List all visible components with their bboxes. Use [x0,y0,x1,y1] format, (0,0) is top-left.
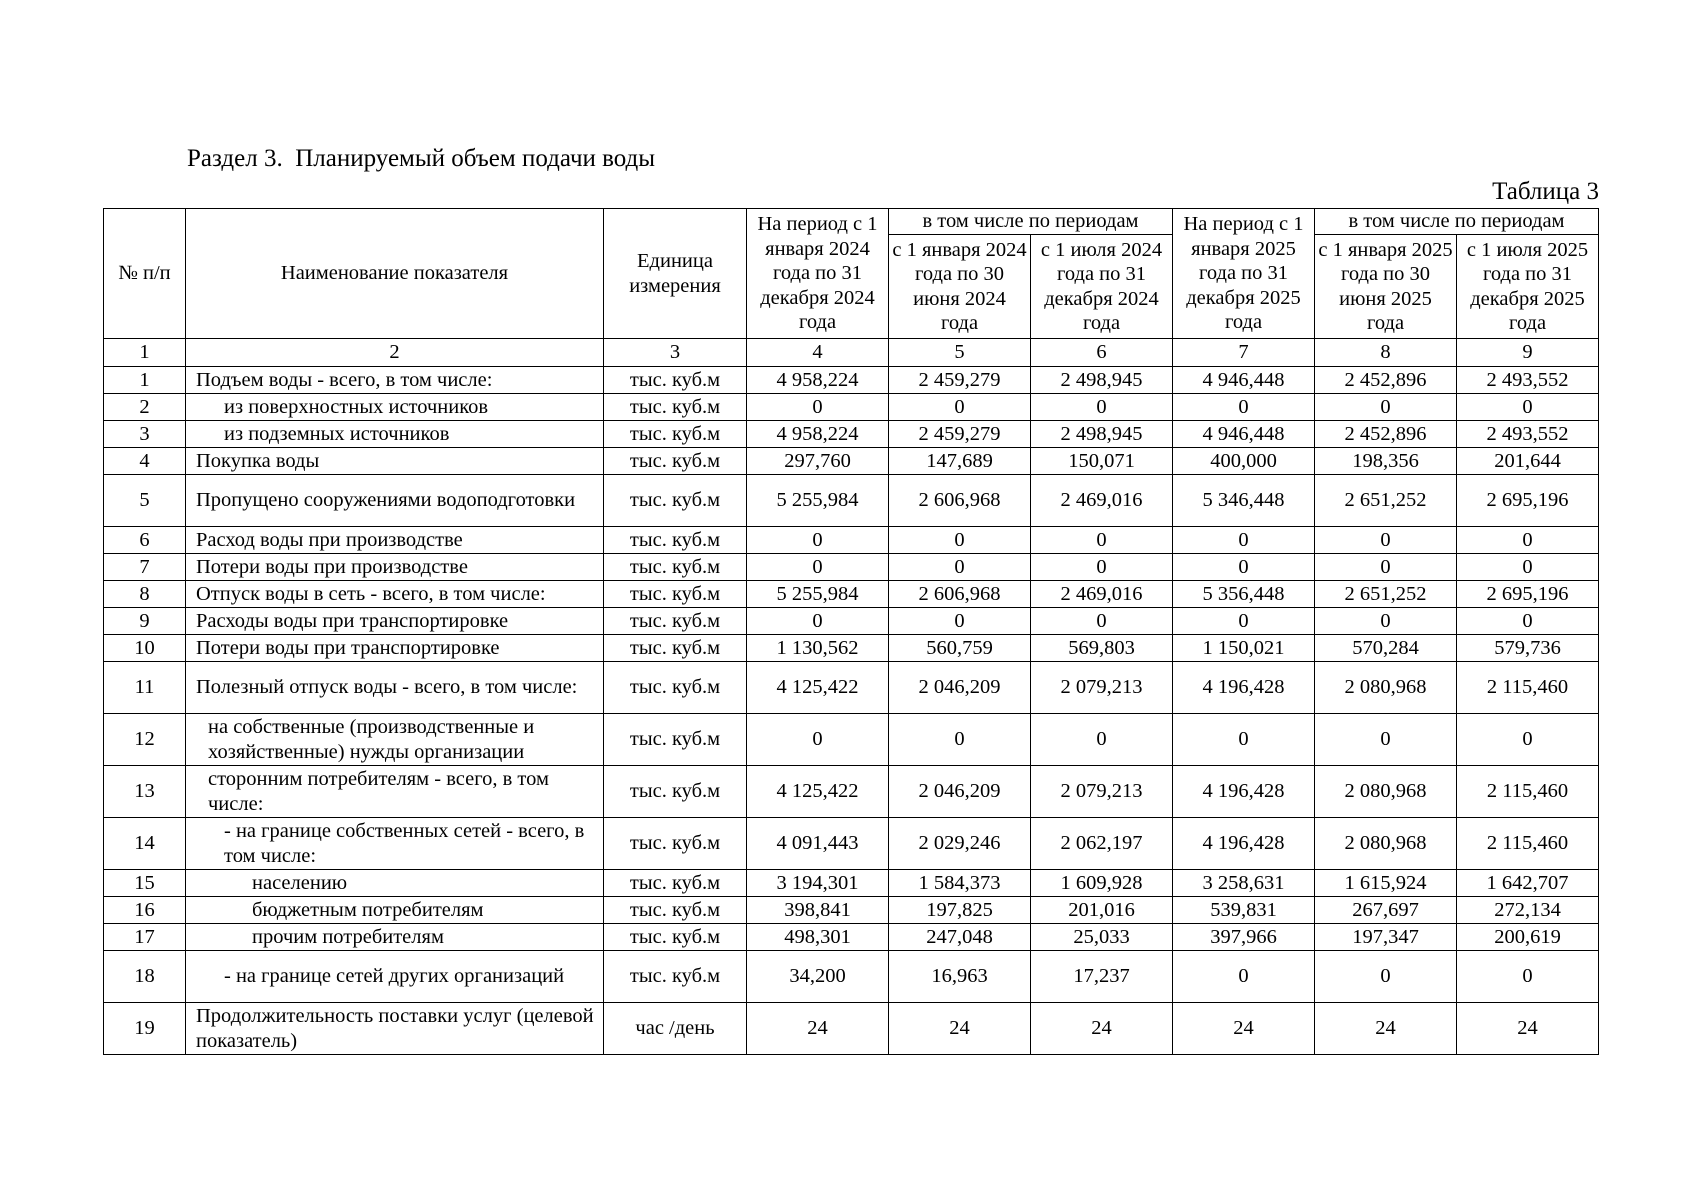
header-h2-2024: с 1 июля 2024 года по 31 декабря 2024 года [1031,235,1173,339]
row-value: 2 606,968 [889,581,1031,608]
row-value: 2 493,552 [1457,367,1599,394]
row-value: 2 695,196 [1457,581,1599,608]
header-h1-2025: с 1 января 2025 года по 30 июня 2025 года [1315,235,1457,339]
row-unit: тыс. куб.м [604,367,747,394]
row-value: 569,803 [1031,635,1173,662]
row-name: Расход воды при производстве [196,528,463,551]
table-row [104,766,1599,818]
row-name: населению [252,871,348,894]
row-value: 5 255,984 [747,475,889,527]
row-number: 6 [104,527,186,554]
row-value: 400,000 [1173,448,1315,475]
row-value: 0 [1315,394,1457,421]
row-unit: тыс. куб.м [604,766,747,818]
column-number: 9 [1457,339,1599,367]
row-value: 267,697 [1315,897,1457,924]
table-row [104,924,1599,951]
row-unit: тыс. куб.м [604,897,747,924]
row-value: 2 651,252 [1315,475,1457,527]
row-name-cell [186,818,604,870]
row-value: 2 606,968 [889,475,1031,527]
row-value: 2 079,213 [1031,766,1173,818]
row-value: 147,689 [889,448,1031,475]
row-value: 4 958,224 [747,421,889,448]
column-number: 4 [747,339,889,367]
row-value: 2 080,968 [1315,766,1457,818]
column-number: 7 [1173,339,1315,367]
header-num: № п/п [104,209,186,339]
table-row [104,818,1599,870]
row-value: 2 062,197 [1031,818,1173,870]
row-value: 1 584,373 [889,870,1031,897]
row-value: 2 046,209 [889,662,1031,714]
table-body [104,367,1599,1055]
row-number: 8 [104,581,186,608]
row-value: 0 [1173,527,1315,554]
section-title: Раздел 3. Планируемый объем подачи воды [187,145,656,172]
row-value: 24 [1173,1003,1315,1055]
row-name: Потери воды при транспортировке [196,636,500,659]
row-value: 272,134 [1457,897,1599,924]
row-value: 2 459,279 [889,367,1031,394]
row-name: Покупка воды [196,449,320,472]
row-name-cell [186,714,604,766]
table-caption: Таблица 3 [1492,178,1599,205]
column-number: 1 [104,339,186,367]
row-unit: тыс. куб.м [604,635,747,662]
row-value: 0 [747,714,889,766]
row-value: 24 [747,1003,889,1055]
row-value: 2 115,460 [1457,818,1599,870]
column-number: 2 [186,339,604,367]
row-number: 19 [104,1003,186,1055]
table-row [104,554,1599,581]
row-value: 4 125,422 [747,662,889,714]
row-value: 0 [747,394,889,421]
row-value: 2 651,252 [1315,581,1457,608]
row-unit: тыс. куб.м [604,924,747,951]
row-value: 2 029,246 [889,818,1031,870]
table-row [104,527,1599,554]
table-row [104,421,1599,448]
row-value: 570,284 [1315,635,1457,662]
row-name-cell [186,448,604,475]
row-value: 0 [1031,527,1173,554]
row-number: 15 [104,870,186,897]
row-value: 25,033 [1031,924,1173,951]
table-row [104,475,1599,527]
row-value: 1 615,924 [1315,870,1457,897]
row-name: Отпуск воды в сеть - всего, в том числе: [196,582,546,605]
row-value: 539,831 [1173,897,1315,924]
row-unit: тыс. куб.м [604,554,747,581]
row-value: 4 125,422 [747,766,889,818]
row-value: 0 [1315,554,1457,581]
row-name: - на границе собственных сетей - всего, в том числе: [224,819,585,867]
row-value: 0 [1315,951,1457,1003]
header-period-2024: На период с 1 января 2024 года по 31 декабря 2024 года [747,209,889,339]
row-name: Полезный отпуск воды - всего, в том числе: [196,676,578,698]
row-name-cell [186,475,604,527]
row-value: 5 255,984 [747,581,889,608]
row-value: 0 [889,608,1031,635]
row-value: 0 [1173,394,1315,421]
table-row [104,635,1599,662]
row-number: 18 [104,951,186,1003]
row-value: 0 [1031,714,1173,766]
row-name: на собственные (производственные и хозяйственные) нужды организации [208,715,535,763]
row-value: 247,048 [889,924,1031,951]
row-number: 5 [104,475,186,527]
row-unit: тыс. куб.м [604,421,747,448]
row-value: 17,237 [1031,951,1173,1003]
row-value: 2 498,945 [1031,367,1173,394]
row-name: Подъем воды - всего, в том числе: [196,368,493,391]
row-number: 12 [104,714,186,766]
row-value: 1 130,562 [747,635,889,662]
row-value: 2 469,016 [1031,581,1173,608]
row-value: 0 [1457,527,1599,554]
header-incl-2025: в том числе по периодам [1315,209,1599,235]
row-value: 0 [889,714,1031,766]
row-name-cell [186,527,604,554]
column-number: 3 [604,339,747,367]
row-value: 4 196,428 [1173,766,1315,818]
row-unit: тыс. куб.м [604,475,747,527]
row-value: 4 091,443 [747,818,889,870]
row-value: 0 [1031,554,1173,581]
row-value: 2 452,896 [1315,367,1457,394]
row-value: 2 115,460 [1457,766,1599,818]
row-name-cell [186,608,604,635]
row-number: 11 [104,662,186,714]
row-value: 0 [1173,554,1315,581]
row-number: 3 [104,421,186,448]
table-row [104,448,1599,475]
row-name: Расходы воды при транспортировке [196,609,509,632]
row-number: 14 [104,818,186,870]
row-value: 24 [1315,1003,1457,1055]
row-value: 2 079,213 [1031,662,1173,714]
row-unit: тыс. куб.м [604,394,747,421]
header-period-2025: На период с 1 января 2025 года по 31 декабря 2025 года [1173,209,1315,339]
row-value: 4 958,224 [747,367,889,394]
row-value: 2 046,209 [889,766,1031,818]
row-value: 2 469,016 [1031,475,1173,527]
row-value: 24 [1457,1003,1599,1055]
row-value: 560,759 [889,635,1031,662]
row-value: 0 [1031,394,1173,421]
row-name-cell [186,554,604,581]
row-name: - на границе сетей других организаций [224,965,565,987]
row-unit: час /день [604,1003,747,1055]
row-name: бюджетным потребителям [252,898,484,921]
row-unit: тыс. куб.м [604,818,747,870]
row-unit: тыс. куб.м [604,714,747,766]
row-unit: тыс. куб.м [604,581,747,608]
column-number-row [104,339,1599,367]
water-supply-table [103,208,1599,1055]
row-unit: тыс. куб.м [604,951,747,1003]
row-value: 5 346,448 [1173,475,1315,527]
table-row [104,714,1599,766]
row-name: прочим потребителям [252,925,444,948]
row-value: 16,963 [889,951,1031,1003]
row-value: 297,760 [747,448,889,475]
row-value: 0 [1457,554,1599,581]
row-unit: тыс. куб.м [604,608,747,635]
row-value: 4 196,428 [1173,662,1315,714]
row-value: 24 [1031,1003,1173,1055]
row-value: 0 [1457,608,1599,635]
row-value: 4 946,448 [1173,421,1315,448]
row-value: 0 [889,527,1031,554]
row-value: 2 498,945 [1031,421,1173,448]
row-name-cell [186,581,604,608]
row-value: 0 [1457,951,1599,1003]
row-value: 24 [889,1003,1031,1055]
row-value: 0 [1315,714,1457,766]
header-incl-2024: в том числе по периодам [889,209,1173,235]
row-name-cell [186,394,604,421]
table-row [104,581,1599,608]
header-h2-2025: с 1 июля 2025 года по 31 декабря 2025 года [1457,235,1599,339]
row-value: 201,644 [1457,448,1599,475]
row-name-cell [186,421,604,448]
row-name-cell [186,897,604,924]
row-number: 16 [104,897,186,924]
column-number: 5 [889,339,1031,367]
row-value: 2 080,968 [1315,662,1457,714]
row-value: 0 [1457,394,1599,421]
row-value: 0 [1457,714,1599,766]
row-name-cell [186,951,604,1003]
row-value: 2 452,896 [1315,421,1457,448]
row-value: 2 459,279 [889,421,1031,448]
row-value: 397,966 [1173,924,1315,951]
row-value: 1 150,021 [1173,635,1315,662]
row-value: 197,347 [1315,924,1457,951]
row-unit: тыс. куб.м [604,870,747,897]
table-row [104,1003,1599,1055]
row-value: 2 080,968 [1315,818,1457,870]
row-name: Продолжительность поставки услуг (целевой показатель) [196,1004,594,1052]
row-value: 579,736 [1457,635,1599,662]
table-row [104,394,1599,421]
row-value: 498,301 [747,924,889,951]
row-name: Потери воды при производстве [196,555,468,578]
row-value: 201,016 [1031,897,1173,924]
row-value: 0 [1173,951,1315,1003]
row-value: 0 [747,554,889,581]
row-value: 197,825 [889,897,1031,924]
row-number: 7 [104,554,186,581]
row-number: 2 [104,394,186,421]
row-value: 200,619 [1457,924,1599,951]
row-name-cell [186,924,604,951]
table-row [104,951,1599,1003]
row-value: 2 493,552 [1457,421,1599,448]
column-number: 6 [1031,339,1173,367]
row-number: 9 [104,608,186,635]
row-value: 0 [889,394,1031,421]
row-value: 0 [889,554,1031,581]
row-value: 2 695,196 [1457,475,1599,527]
row-unit: тыс. куб.м [604,527,747,554]
row-name: Пропущено сооружениями водоподготовки [196,489,576,511]
row-value: 1 642,707 [1457,870,1599,897]
row-number: 13 [104,766,186,818]
row-value: 3 258,631 [1173,870,1315,897]
row-value: 4 946,448 [1173,367,1315,394]
row-value: 4 196,428 [1173,818,1315,870]
row-value: 2 115,460 [1457,662,1599,714]
table-row [104,608,1599,635]
table-row [104,870,1599,897]
row-name-cell [186,1003,604,1055]
row-number: 1 [104,367,186,394]
row-name: из поверхностных источников [224,395,489,418]
row-value: 398,841 [747,897,889,924]
row-value: 0 [1315,608,1457,635]
row-name: сторонним потребителям - всего, в том числе: [208,767,549,815]
table-row [104,662,1599,714]
column-number: 8 [1315,339,1457,367]
table-row [104,897,1599,924]
row-value: 0 [1173,714,1315,766]
row-name-cell [186,662,604,714]
row-value: 0 [1315,527,1457,554]
row-value: 3 194,301 [747,870,889,897]
row-value: 0 [1173,608,1315,635]
row-value: 1 609,928 [1031,870,1173,897]
row-unit: тыс. куб.м [604,448,747,475]
row-value: 5 356,448 [1173,581,1315,608]
row-value: 0 [747,527,889,554]
header-h1-2024: с 1 января 2024 года по 30 июня 2024 года [889,235,1031,339]
row-value: 0 [747,608,889,635]
row-value: 198,356 [1315,448,1457,475]
table-row [104,367,1599,394]
header-name: Наименование показателя [186,209,604,339]
row-number: 4 [104,448,186,475]
row-name: из подземных источников [224,422,450,445]
row-value: 150,071 [1031,448,1173,475]
row-name-cell [186,870,604,897]
header-unit: Единица измерения [604,209,747,339]
row-value: 0 [1031,608,1173,635]
row-number: 10 [104,635,186,662]
row-name-cell [186,367,604,394]
row-name-cell [186,766,604,818]
row-name-cell [186,635,604,662]
row-unit: тыс. куб.м [604,662,747,714]
row-number: 17 [104,924,186,951]
row-value: 34,200 [747,951,889,1003]
